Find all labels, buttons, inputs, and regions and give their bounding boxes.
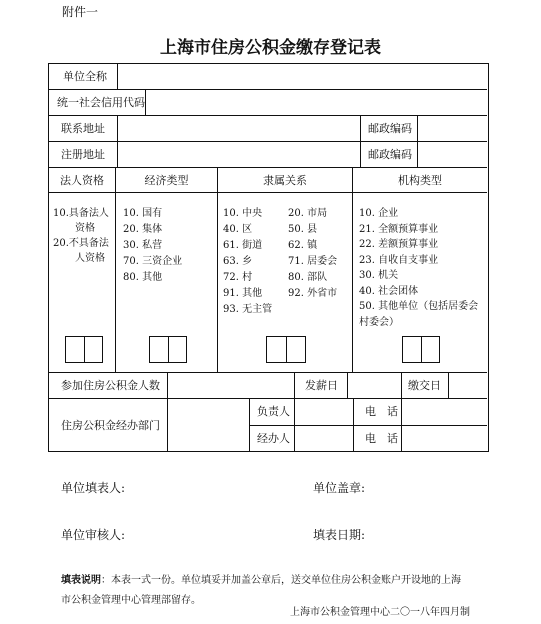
participants-field[interactable] — [169, 374, 293, 397]
option-text: 20. 市局 — [288, 208, 328, 219]
phone-label: 电 话 — [365, 405, 398, 418]
option-text: 10. 国有 — [123, 208, 163, 219]
option-text: 10.具备法人 — [53, 208, 109, 219]
option-text: 62. 镇 — [288, 240, 318, 251]
participants-label: 参加住房公积金人数 — [61, 379, 160, 392]
option-text: 63. 乡 — [223, 256, 253, 267]
instructions-text: ：本表一式一份。单位填妥并加盖公章后，送交单位住房公积金账户开设地的上海 — [101, 575, 461, 586]
org-type-options — [359, 206, 478, 330]
contribution-day-field[interactable] — [450, 374, 485, 397]
option-text: 92. 外省市 — [288, 288, 338, 299]
option-text: 人资格 — [75, 253, 105, 264]
option-text: 70. 三资企业 — [123, 256, 183, 267]
option-text: 91. 其他 — [223, 288, 263, 299]
stamp-label: 单位盖章: — [313, 481, 366, 495]
postal-code-field[interactable] — [419, 143, 485, 166]
phone-field[interactable] — [403, 400, 485, 424]
reviewer-signature-label: 单位审核人: — [61, 528, 126, 542]
footer-issuer: 上海市公积金管理中心二〇一八年四月制 — [290, 607, 470, 618]
option-text: 村委会） — [359, 316, 399, 328]
economy-type-code-box[interactable] — [149, 336, 187, 363]
department-field[interactable] — [169, 400, 248, 450]
postal-code-label: 邮政编码 — [368, 148, 412, 161]
contact-address-field[interactable] — [119, 117, 359, 140]
filler-signature-label: 单位填表人: — [61, 481, 126, 495]
pay-day-field[interactable] — [349, 374, 400, 397]
option-text: 30. 私营 — [123, 240, 163, 251]
org-type-header: 机构类型 — [398, 174, 442, 187]
affiliation-options-left — [223, 206, 272, 318]
unit-name-field[interactable] — [119, 65, 485, 88]
affiliation-options-right — [288, 206, 337, 302]
registered-address-label: 注册地址 — [61, 148, 105, 161]
registration-form-table — [48, 63, 489, 452]
affiliation-code-box[interactable] — [266, 336, 306, 363]
phone-label: 电 话 — [365, 432, 398, 445]
person-in-charge-label: 负责人 — [257, 405, 290, 418]
option-text: 资格 — [75, 223, 95, 234]
economy-type-header: 经济类型 — [144, 174, 189, 187]
contact-address-label: 联系地址 — [61, 122, 105, 135]
option-text: 23. 自收自支事业 — [359, 254, 439, 266]
pay-day-label: 发薪日 — [305, 379, 338, 392]
option-text: 22. 差额预算事业 — [359, 239, 439, 250]
option-text: 80. 其他 — [123, 272, 163, 283]
option-text: 71. 居委会 — [288, 256, 338, 267]
option-text: 20. 集体 — [123, 224, 163, 235]
option-text: 72. 村 — [223, 272, 253, 283]
attachment-label: 附件一 — [62, 5, 99, 19]
credit-code-field[interactable] — [147, 91, 485, 114]
postal-code-field[interactable] — [419, 117, 485, 140]
option-text: 40. 区 — [223, 224, 253, 235]
option-text: 30. 机关 — [359, 270, 399, 281]
phone-field[interactable] — [403, 427, 485, 451]
option-text: 61. 街道 — [223, 240, 263, 251]
contribution-day-label: 缴交日 — [408, 379, 441, 392]
option-text: 10. 中央 — [223, 208, 263, 219]
option-text: 20.不具备法 — [53, 238, 109, 249]
economy-type-options — [123, 206, 182, 286]
postal-code-label: 邮政编码 — [368, 122, 412, 135]
option-text: 80. 部队 — [288, 272, 328, 283]
legal-person-code-box[interactable] — [65, 336, 103, 363]
document-title: 上海市住房公积金缴存登记表 — [160, 38, 381, 58]
option-text: 50. 其他单位（包括居委会 — [359, 301, 479, 312]
credit-code-label: 统一社会信用代码 — [57, 96, 145, 109]
option-text: 93. 无主管 — [223, 304, 273, 315]
org-type-code-box[interactable] — [402, 336, 440, 363]
option-text: 50. 县 — [288, 224, 318, 235]
instructions-text: 市公积金管理中心管理部留存。 — [61, 595, 201, 606]
affiliation-header: 隶属关系 — [263, 174, 307, 187]
legal-person-header: 法人资格 — [60, 174, 104, 187]
unit-name-label: 单位全称 — [63, 70, 107, 83]
option-text: 10. 企业 — [359, 208, 399, 219]
option-text: 21. 全额预算事业 — [359, 223, 439, 235]
option-text: 40. 社会团体 — [359, 285, 419, 297]
fill-date-label: 填表日期: — [313, 528, 366, 542]
registered-address-field[interactable] — [119, 143, 359, 166]
handler-field[interactable] — [296, 427, 352, 451]
person-in-charge-field[interactable] — [296, 400, 352, 424]
department-label: 住房公积金经办部门 — [61, 419, 160, 432]
legal-person-options — [53, 206, 109, 266]
instructions-label: 填表说明 — [61, 575, 101, 586]
handler-label: 经办人 — [257, 432, 290, 445]
